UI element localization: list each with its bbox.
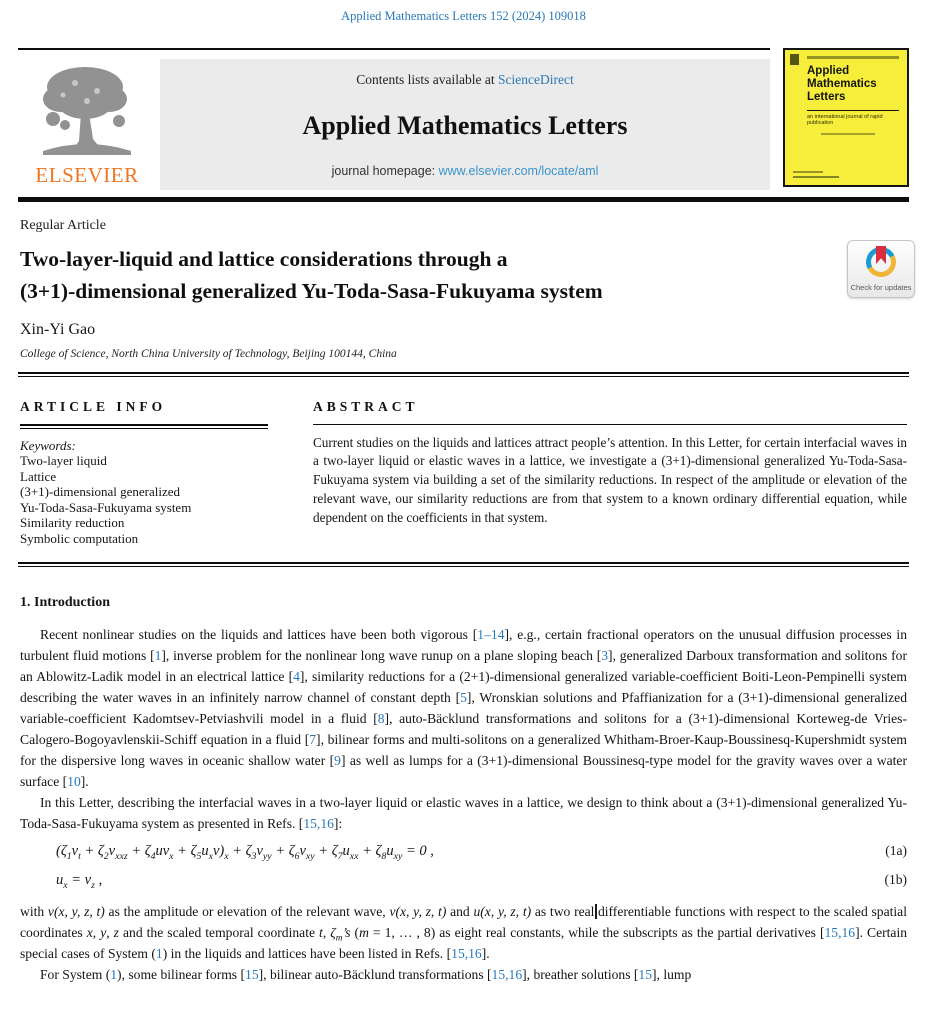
journal-cover-thumbnail[interactable] [783,48,909,187]
equation-1b-body: $u_x = v_z$ , [56,872,103,891]
citation-ref-link[interactable]: 15,16 [824,925,856,940]
abstract-bottom-rule [18,562,909,567]
article-body [0,595,927,985]
citation-ref-link[interactable]: 3 [601,648,609,663]
article-info-heading-rule [20,424,268,429]
intro-paragraph-3: with v(x, y, z, t) as the amplitude or elevation of the relevant wave, v(x, y, z, t) and u(x, y, z, t) as two real differentiable functions with respect to the scaled spatial coordinates x, y, z and the scaled temporal coordinate t, $\zeta_m’s$ (m = 1, … , 8) as eight real constants, while the subscripts as the partial derivatives [15,16]. Certain special cases of System (1) in the liquids and lattices have been listed in Refs. [15,16]. [20,904,908,961]
intro-paragraph-1: Recent nonlinear studies on the liquids and lattices have been both vigorous [1–14], e.g., certain fractional operators on the unusual diffusion processes in turbulent fluid motions [1], inverse problem for the nonlinear long wave runup on a plane sloping beach [3], generalized Darboux transformation and solitons for an Ablowitz-Ladik model in an electrical lattice [4], similarity reductions for a (2+1)-dimensional generalized variable-coefficient Boiti-Leon-Pempinelli system describing the water waves in an infinitely narrow channel of constant depth [5], Wronskian solutions and Pfaffianization for a (3+1)-dimensional generalized variable-coefficient Kadomtsev-Petviashvili model in a fluid [8], auto-Bäcklund transformations and solitons for a (3+1)-dimensional Korteweg-de Vries-Calogero-Bogoyavlenskii-Schiff equation in a fluid [7], bilinear forms and multi-solitons on a generalized Whitham-Broer-Kaup-Boussinesq-Kupershmidt system for the dispersive long waves in oceanic shallow water [9] as well as lumps for a (3+1)-dimensional Boussinesq-type model for the gravity waves over a water surface [10]. [20,627,908,789]
keyword-item: Similarity reduction [20,515,125,530]
abstract-column [313,399,907,547]
citation-ref-link[interactable]: 15 [245,967,259,982]
cover-title-line: Letters [807,91,846,104]
equation-1a-tag: (1a) [885,843,907,858]
cover-divider [807,110,899,111]
math-inline: z [113,925,119,940]
article-header [0,218,927,360]
citation-ref-link[interactable]: 1 [155,946,163,961]
journal-homepage-link[interactable]: www.elsevier.com/locate/aml [438,164,599,178]
elsevier-tree-icon [35,63,139,161]
math-inline: t [319,925,323,940]
cover-title-line: Applied [807,65,850,77]
article-info-column [20,399,270,547]
keywords-list [20,453,270,546]
homepage-prefix-text: journal homepage: [331,164,439,178]
citation-ref-link[interactable]: 5 [460,690,467,705]
keywords-label: Keywords: [20,437,76,453]
abstract-heading: ABSTRACT [313,398,419,414]
article-title-line: (3+1)-dimensional generalized Yu-Toda-Sasa-Fukuyama system [20,279,603,304]
author-name: Xin-Yi Gao [20,320,96,338]
citation-ref-link[interactable]: 8 [377,711,385,726]
contents-lists-text: Contents lists available at [356,72,498,87]
check-for-updates-badge[interactable] [847,240,915,298]
equation-1b [20,872,907,889]
contents-lists-line [168,72,762,88]
masthead [18,48,909,190]
abstract-text: Current studies on the liquids and lattices attract people’s attention. In this Letter, for certain interfacial waves in a two-layer liquid or elastic waves in a lattice, we investigate a (3+1)-dimensional generalized Yu-Toda-Sasa-Fukuyama system via building a set of the similarity reductions. In respect of the amplitude or elevation of the relevant wave, our similarity reductions are from that system to a known ordinary differential equation, while dependent on the coefficients in that system. [313,434,907,525]
intro-paragraph-2: In this Letter, describing the interfacial waves in a two-layer liquid or elastic waves in a lattice, we design to think about a (3+1)-dimensional generalized Yu-Toda-Sasa-Fukuyama system as presented in Refs. [15,16]: [20,795,907,831]
cover-top-rule [807,56,899,59]
article-title-line: Two-layer-liquid and lattice considerations through a [20,247,508,271]
cover-title [807,65,901,105]
masthead-bottom-rule [18,197,909,202]
keyword-item: Symbolic computation [20,530,139,546]
cover-editors-line [821,133,875,135]
keyword-item: (3+1)-dimensional generalized [20,484,181,499]
keyword-item: Yu-Toda-Sasa-Fukuyama system [20,499,192,515]
citation-ref-link[interactable]: 7 [309,732,317,747]
intro-paragraph-4: For System (1), some bilinear forms [15], bilinear auto-Bäcklund transformations [15,16], breather solutions [15], lump [40,967,692,982]
citation-ref-link[interactable]: 4 [293,669,300,684]
keyword-item: Lattice [20,468,57,484]
math-inline: x [86,925,93,940]
cover-title-line: Mathematics [807,78,877,91]
citation-ref-link[interactable]: 1–14 [477,627,505,642]
math-inline: y [100,925,107,940]
keyword-item: Two-layer liquid [20,453,107,468]
keywords-block [20,438,270,547]
cover-publisher-mark-icon [790,54,799,65]
masthead-center-panel [160,59,770,190]
journal-citation-line: Applied Mathematics Letters 152 (2024) 109018 [341,9,586,23]
cover-subtitle: an international journal of rapid publication [807,113,883,126]
citation-ref-link[interactable]: 15 [638,967,653,982]
sciencedirect-link[interactable]: ScienceDirect [498,72,574,87]
article-info-heading: ARTICLE INFO [20,398,167,414]
citation-ref-link[interactable]: 9 [334,753,341,768]
masthead-left [18,48,770,190]
citation-ref-link[interactable]: 15,16 [451,946,482,961]
check-for-updates-label: Check for updates [850,283,912,292]
citation-ref-link[interactable]: 15,16 [303,816,334,831]
equation-1a-body: $(\zeta_1v_t + \zeta_2v_{xxz} + \zeta_4uv_x + \zeta_5u_xv)_x + \zeta_3v_{yy} + \zeta_6v_{xy} + \zeta_7u_{xx} + \zeta_8u_{xy} = 0$ , [56,843,434,862]
citation-ref-link[interactable]: 10 [67,774,81,789]
section-divider-rule [18,372,909,377]
math-inline: m [359,925,369,940]
equation-1a [20,843,907,860]
citation-ref-link[interactable]: 1 [154,648,162,663]
crossmark-icon [850,247,912,279]
math-inline: v(x, y, z, t) [389,904,447,919]
info-abstract-region [0,399,927,547]
cover-footer-line [793,176,839,178]
elsevier-logo[interactable] [18,59,160,190]
journal-title: Applied Mathematics Letters [302,111,628,140]
equation-1b-tag: (1b) [884,872,907,887]
elsevier-wordmark: ELSEVIER [35,163,139,187]
journal-homepage-line [168,164,762,178]
math-inline: u(x, y, z, t) [473,904,532,919]
article-type-label: Regular Article [20,218,106,233]
article-title [20,243,720,308]
abstract-heading-rule [313,424,907,425]
author-affiliation: College of Science, North China University of Technology, Beijing 100144, China [20,347,397,360]
citation-ref-link[interactable]: 15,16 [491,967,523,982]
citation-ref-link[interactable]: 1 [110,967,118,982]
text-caret-artifact [595,904,597,919]
math-inline: v(x, y, z, t) [47,904,105,919]
section-heading-introduction: 1. Introduction [20,595,110,610]
cover-footer-line [793,171,823,173]
math-inline: $\zeta_m’s$ [330,925,351,943]
